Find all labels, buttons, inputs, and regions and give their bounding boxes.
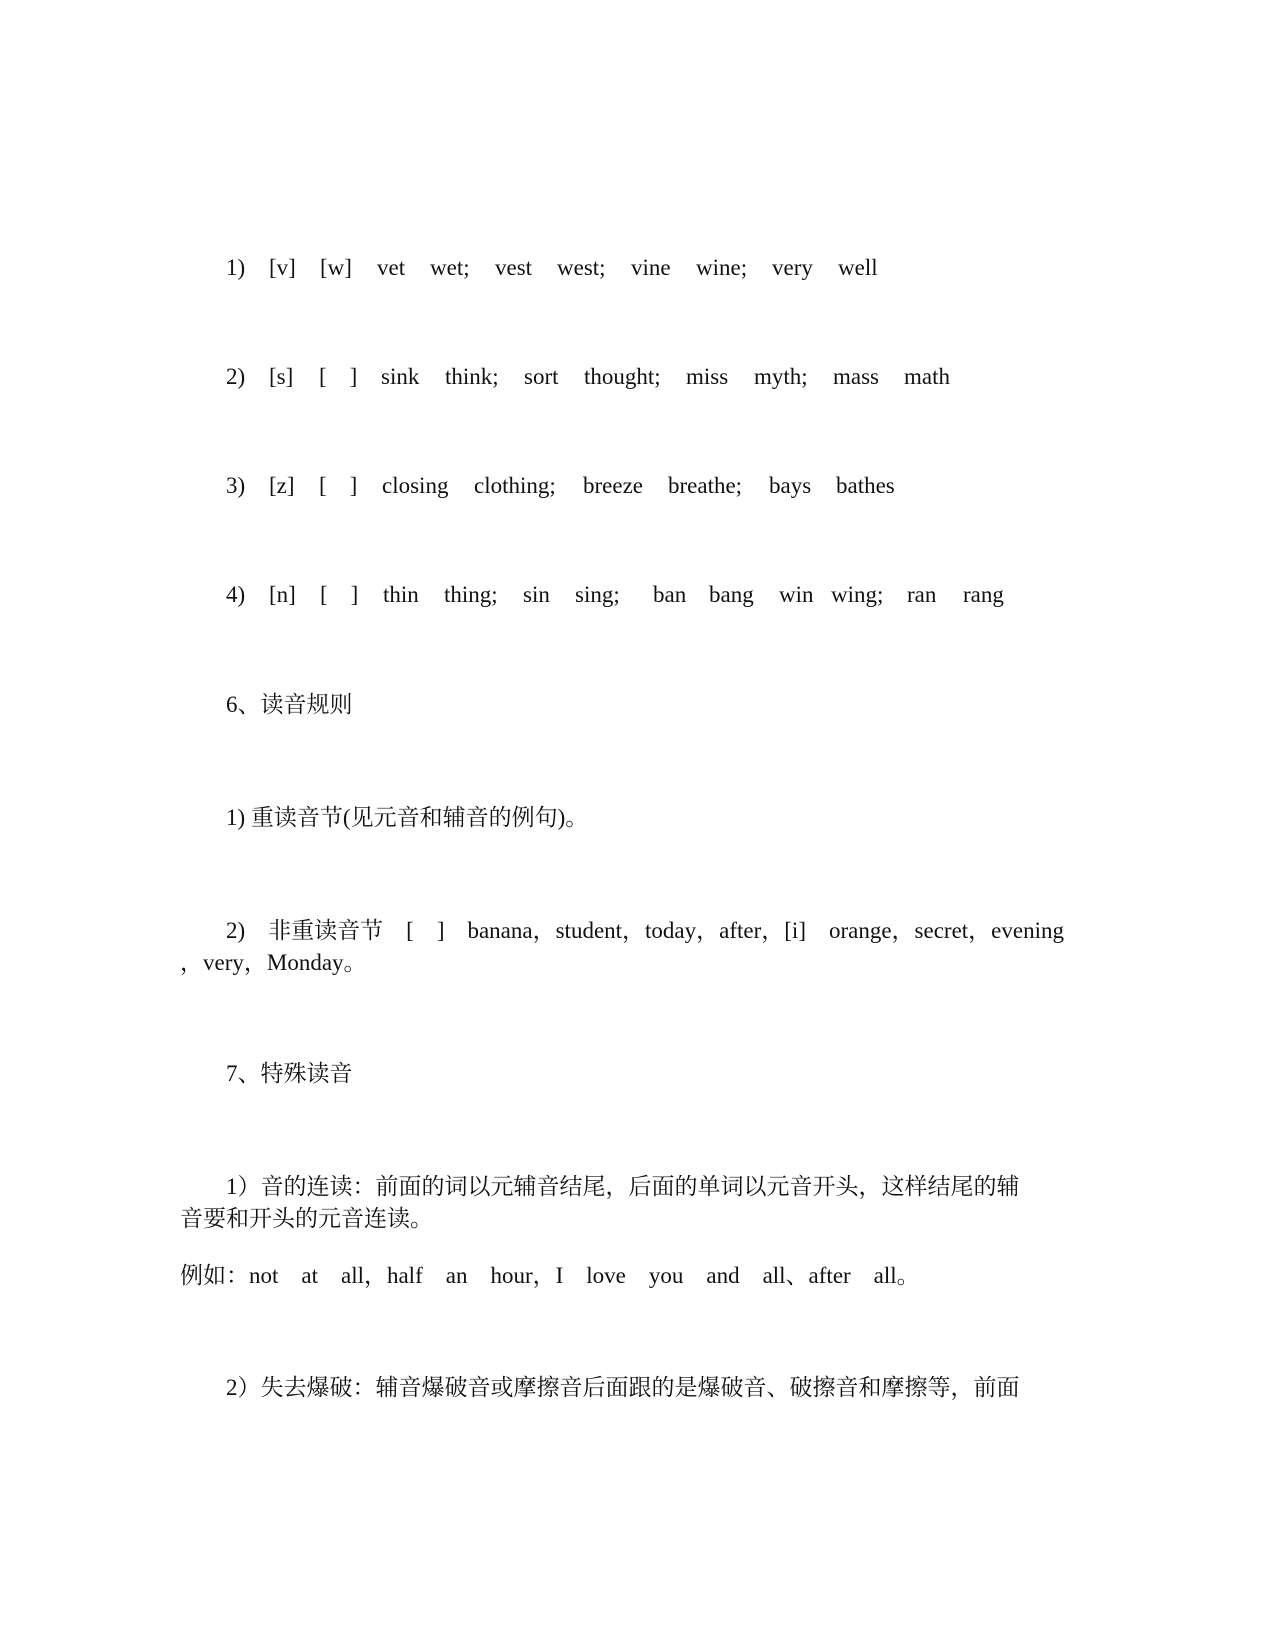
word: sing; bbox=[575, 582, 620, 607]
word: vest bbox=[495, 255, 533, 280]
word: well bbox=[838, 255, 878, 280]
word: rang bbox=[963, 582, 1004, 607]
phoneme-1: [n] bbox=[269, 582, 296, 607]
word: ran bbox=[907, 582, 937, 607]
phoneme-1: [v] bbox=[269, 255, 296, 280]
word: wing; bbox=[831, 582, 884, 607]
pair-number: 2) bbox=[226, 364, 246, 389]
section-7-item-1: 1）音的连读：前面的词以元辅音结尾，后面的单词以元音开头，这样结尾的辅 bbox=[226, 1174, 1020, 1199]
section-6-heading: 6、读音规则 bbox=[226, 692, 353, 717]
phoneme-1: [s] bbox=[269, 364, 294, 389]
word: win bbox=[779, 582, 814, 607]
word: breathe; bbox=[668, 473, 743, 498]
word: ban bbox=[653, 582, 687, 607]
section-6-item-2: 2) 非重读音节 [ ] banana，student，today，after，[i] orange，secret，evening bbox=[226, 918, 1064, 943]
word: vine bbox=[631, 255, 671, 280]
pair-number: 3) bbox=[226, 473, 246, 498]
word: vet bbox=[377, 255, 406, 280]
section-7-item-2: 2）失去爆破：辅音爆破音或摩擦音后面跟的是爆破音、破擦音和摩擦等，前面 bbox=[226, 1375, 1020, 1400]
word: wine; bbox=[696, 255, 748, 280]
word: very bbox=[772, 255, 813, 280]
word: west; bbox=[557, 255, 606, 280]
pair-number: 4) bbox=[226, 582, 246, 607]
phoneme-2: [w] bbox=[320, 255, 352, 280]
pair-number: 1) bbox=[226, 255, 246, 280]
word: clothing; bbox=[474, 473, 556, 498]
word: closing bbox=[382, 473, 449, 498]
word: sin bbox=[523, 582, 550, 607]
minimal-pair-row-1 bbox=[226, 252, 878, 284]
word: thought; bbox=[584, 364, 661, 389]
word: thin bbox=[383, 582, 419, 607]
word: myth; bbox=[754, 364, 808, 389]
minimal-pair-row-3 bbox=[226, 470, 895, 502]
minimal-pair-row-4 bbox=[226, 579, 1004, 611]
word: mass bbox=[833, 364, 879, 389]
word: miss bbox=[686, 364, 729, 389]
section-7-heading: 7、特殊读音 bbox=[226, 1061, 353, 1086]
word: sort bbox=[524, 364, 559, 389]
word: math bbox=[904, 364, 950, 389]
word: bays bbox=[769, 473, 812, 498]
section-7-item-1-continuation: 音要和开头的元音连读。 bbox=[180, 1206, 433, 1231]
word: bathes bbox=[836, 473, 895, 498]
section-6-item-1: 1) 重读音节(见元音和辅音的例句)。 bbox=[226, 805, 589, 830]
phoneme-2: [ ] bbox=[319, 364, 358, 389]
section-7-example: 例如：not at all，half an hour，I love you and all、after all。 bbox=[180, 1263, 920, 1288]
word: think; bbox=[445, 364, 499, 389]
phoneme-2: [ ] bbox=[320, 582, 359, 607]
word: wet; bbox=[430, 255, 470, 280]
phoneme-1: [z] bbox=[269, 473, 295, 498]
word: thing; bbox=[444, 582, 498, 607]
minimal-pair-row-2 bbox=[226, 361, 950, 393]
section-6-item-2-continuation: ，very，Monday。 bbox=[180, 950, 367, 975]
word: breeze bbox=[583, 473, 643, 498]
phoneme-2: [ ] bbox=[319, 473, 358, 498]
word: sink bbox=[381, 364, 420, 389]
word: bang bbox=[709, 582, 754, 607]
